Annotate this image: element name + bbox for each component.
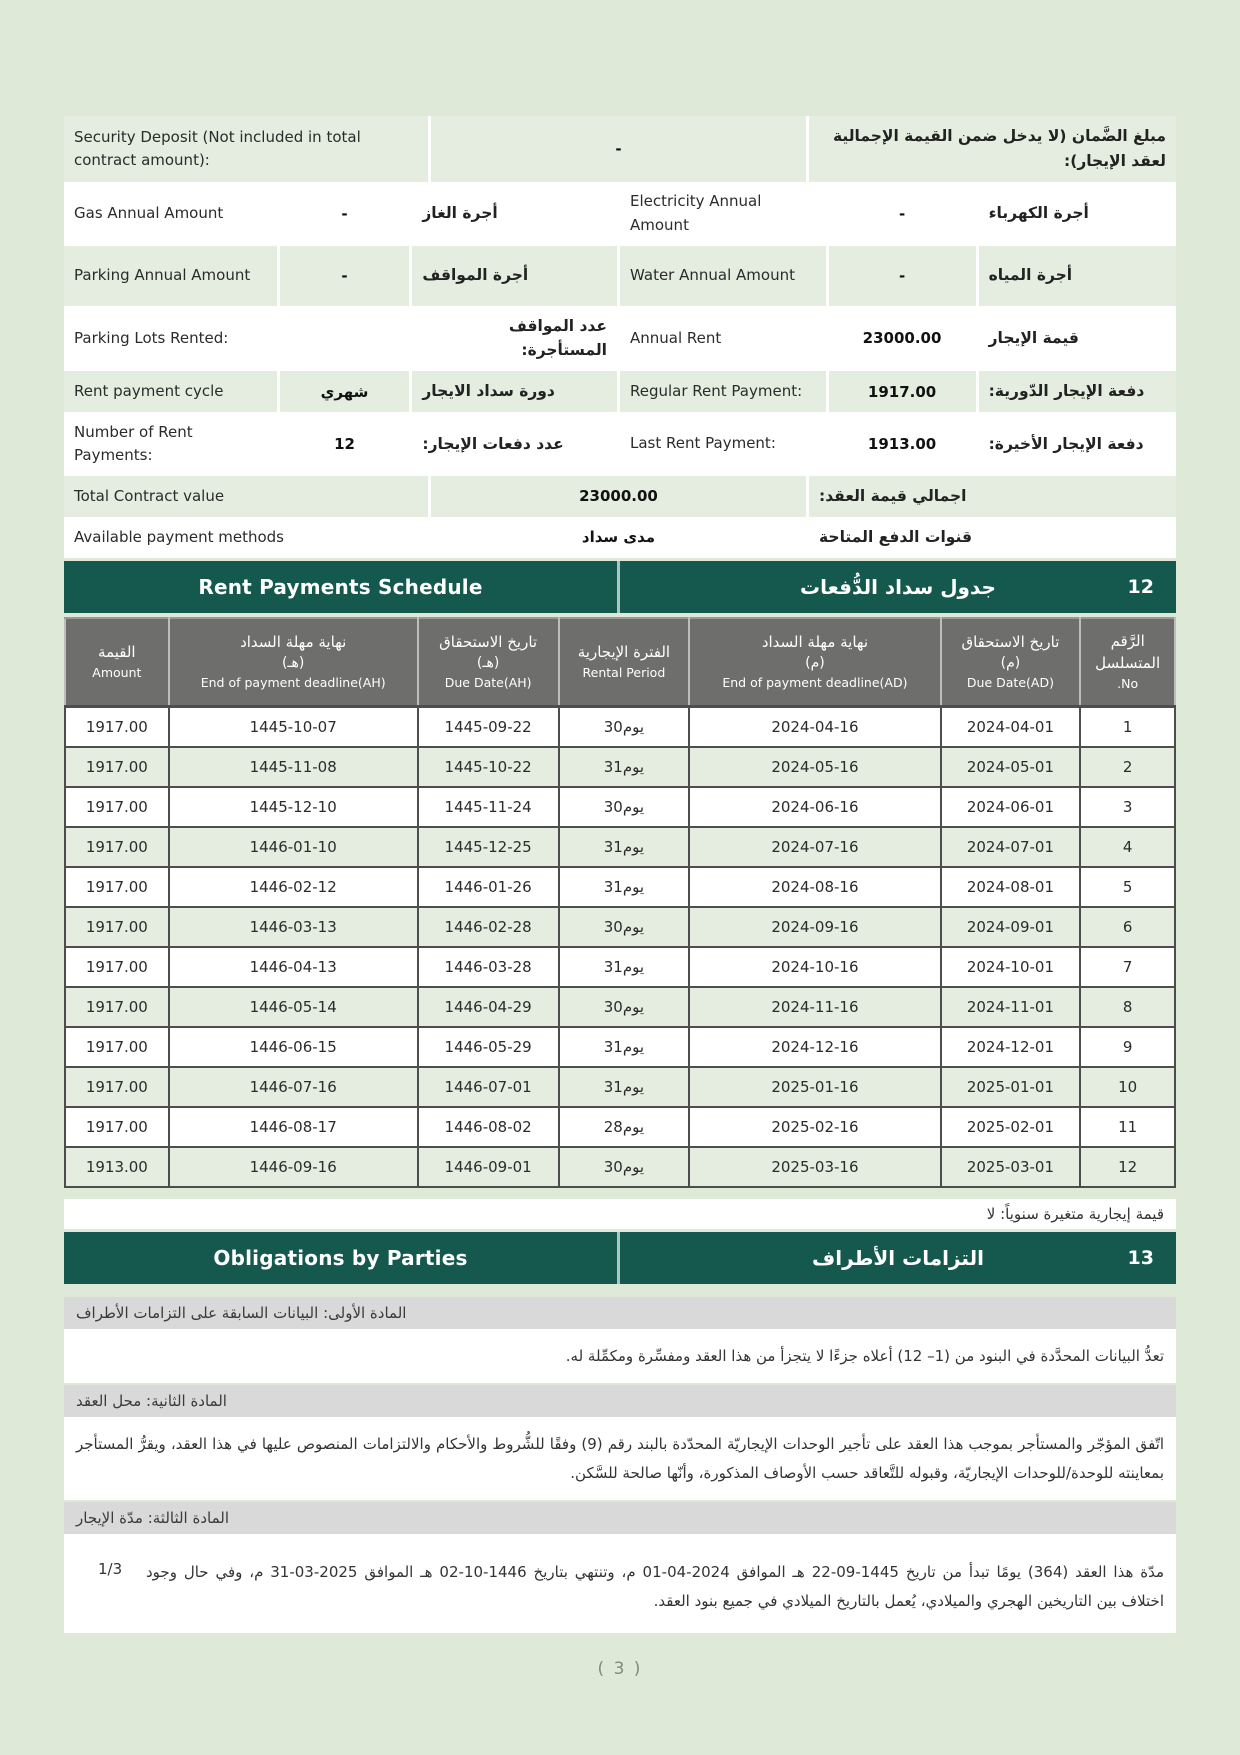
- schedule-column-header-ar: تاريخ الاستحقاق: [961, 632, 1060, 651]
- article-heading: المادة الأولى: البيانات السابقة على التزامات الأطراف: [64, 1297, 1176, 1329]
- schedule-column-header-en: .No: [1117, 675, 1139, 691]
- detail-cell-group: [620, 371, 1176, 412]
- detail-value: 12: [280, 412, 413, 476]
- schedule-column-header-en: Due Date(AD): [966, 675, 1054, 691]
- payment-cell-end_ad: 2024-08-16: [689, 867, 940, 907]
- payment-cell-no: 5: [1080, 867, 1175, 907]
- payment-cell-period: 31يوم: [559, 827, 690, 867]
- payment-cell-amount: 1917.00: [65, 1027, 169, 1067]
- payment-cell-amount: 1913.00: [65, 1147, 169, 1187]
- payment-cell-period: 30يوم: [559, 707, 690, 747]
- payment-cell-end_ah: 1445-12-10: [169, 787, 418, 827]
- detail-label-en: Total Contract value: [64, 476, 431, 517]
- payment-cell-amount: 1917.00: [65, 747, 169, 787]
- article-heading: المادة الثالثة: مدّة الإيجار: [64, 1502, 1176, 1534]
- detail-value: -: [431, 116, 809, 182]
- payment-cell-end_ad: 2024-12-16: [689, 1027, 940, 1067]
- payment-cell-due_ah: 1446-08-02: [418, 1107, 559, 1147]
- payment-row: [65, 1107, 1175, 1147]
- detail-label-ar: دورة سداد الايجار: [422, 382, 555, 401]
- payment-cell-period: 31يوم: [559, 1027, 690, 1067]
- detail-label-en: Rent payment cycle: [64, 371, 280, 412]
- detail-cell-group: [64, 371, 620, 412]
- detail-cell-group: [620, 306, 1176, 372]
- payment-cell-period: 30يوم: [559, 787, 690, 827]
- schedule-column-header-ar: نهاية مهلة السداد: [761, 632, 869, 651]
- detail-label-ar: أجرة المواقف: [422, 266, 529, 285]
- payment-cell-end_ad: 2024-11-16: [689, 987, 940, 1027]
- payment-cell-due_ad: 2024-06-01: [941, 787, 1081, 827]
- schedule-column-header: [65, 618, 169, 707]
- schedule-title-en: Rent Payments Schedule: [198, 574, 483, 599]
- schedule-column-header-en: End of payment deadline(AD): [722, 675, 908, 691]
- payment-row: [65, 867, 1175, 907]
- schedule-column-header: [169, 618, 418, 707]
- payment-cell-end_ad: 2025-03-16: [689, 1147, 940, 1187]
- schedule-column-header-era: (هـ): [281, 655, 305, 672]
- detail-label-ar: أجرة الغاز: [422, 204, 498, 223]
- clause-number: 1/3: [98, 1560, 123, 1579]
- schedule-column-header-ar: القيمة: [98, 643, 136, 662]
- payment-cell-end_ah: 1446-05-14: [169, 987, 418, 1027]
- clause-text: مدّة هذا العقد (364) يومًا تبدأ من تاريخ 1445-09-22 هـ الموافق 2024-04-01 م، وتنتهي بتاريخ 1446-10-02 هـ الموافق 2025-03-31 م، وفي حال وجود اختلاف بين التاريخين الهجري والميلادي، يُعمل بالتاريخ الميلادي في جميع بنود العقد.: [146, 1563, 1165, 1611]
- payment-cell-due_ah: 1446-09-01: [418, 1147, 559, 1187]
- payment-cell-due_ah: 1446-05-29: [418, 1027, 559, 1067]
- detail-row: [64, 246, 1176, 306]
- payment-cell-no: 8: [1080, 987, 1175, 1027]
- detail-row: [64, 412, 1176, 476]
- detail-value: 1917.00: [829, 371, 979, 412]
- payment-cell-end_ad: 2024-05-16: [689, 747, 940, 787]
- schedule-column-header-en: Amount: [92, 664, 142, 680]
- payment-cell-end_ad: 2024-07-16: [689, 827, 940, 867]
- payment-cell-due_ah: 1446-07-01: [418, 1067, 559, 1107]
- detail-cell-group: [64, 517, 1176, 558]
- payment-cell-due_ad: 2024-10-01: [941, 947, 1081, 987]
- payment-row: [65, 747, 1175, 787]
- detail-label-ar: قنوات الدفع المتاحة: [819, 527, 972, 546]
- payments-schedule-table: [64, 617, 1176, 1188]
- obligations-section-number: 13: [1127, 1246, 1154, 1269]
- article-paragraph: تعدُّ البيانات المحدَّدة في البنود من (1– 12) أعلاه جزءًا لا يتجزأ من هذا العقد ومفسِّرة ومكمِّلة له.: [64, 1329, 1176, 1384]
- detail-label-en: Electricity Annual Amount: [620, 182, 829, 246]
- payment-cell-end_ah: 1446-06-15: [169, 1027, 418, 1067]
- payment-cell-end_ah: 1446-07-16: [169, 1067, 418, 1107]
- schedule-column-header: [418, 618, 559, 707]
- schedule-column-header-en: Rental Period: [582, 664, 666, 680]
- payment-cell-amount: 1917.00: [65, 827, 169, 867]
- payment-cell-no: 2: [1080, 747, 1175, 787]
- obligations-title-ar: التزامات الأطراف: [812, 1245, 984, 1270]
- payment-cell-due_ad: 2024-05-01: [941, 747, 1081, 787]
- payment-cell-due_ad: 2025-02-01: [941, 1107, 1081, 1147]
- schedule-column-header-ar: نهاية مهلة السداد: [240, 632, 347, 651]
- variable-rent-note: قيمة إيجارية متغيرة سنوياً: لا: [986, 1204, 1164, 1223]
- detail-label-ar: عدد دفعات الإيجار:: [422, 434, 564, 453]
- obligations-section-header-ar: [620, 1232, 1176, 1284]
- payment-cell-end_ah: 1446-04-13: [169, 947, 418, 987]
- payment-cell-no: 7: [1080, 947, 1175, 987]
- detail-value: -: [829, 246, 979, 306]
- payment-row: [65, 907, 1175, 947]
- payment-cell-due_ad: 2025-03-01: [941, 1147, 1081, 1187]
- payment-cell-amount: 1917.00: [65, 1067, 169, 1107]
- payment-cell-due_ad: 2024-12-01: [941, 1027, 1081, 1067]
- payment-row: [65, 1067, 1175, 1107]
- schedule-column-header: [559, 618, 690, 707]
- payment-row: [65, 707, 1175, 747]
- detail-label-en: Parking Lots Rented:: [64, 306, 280, 372]
- payment-cell-due_ad: 2024-04-01: [941, 707, 1081, 747]
- obligations-articles: [64, 1297, 1176, 1633]
- payment-cell-end_ad: 2024-09-16: [689, 907, 940, 947]
- schedule-section-header: [64, 561, 1176, 613]
- detail-row: [64, 476, 1176, 517]
- schedule-section-header-ar: [620, 561, 1176, 613]
- detail-value: 23000.00: [431, 476, 809, 517]
- payment-cell-period: 31يوم: [559, 747, 690, 787]
- detail-value: -: [829, 182, 979, 246]
- payment-cell-amount: 1917.00: [65, 867, 169, 907]
- payment-cell-period: 28يوم: [559, 1107, 690, 1147]
- payment-cell-due_ah: 1446-02-28: [418, 907, 559, 947]
- obligations-section-header-en: [64, 1232, 620, 1284]
- payment-cell-end_ah: 1446-01-10: [169, 827, 418, 867]
- detail-label-ar: دفعة الإيجار الأخيرة:: [988, 434, 1144, 453]
- payment-cell-amount: 1917.00: [65, 1107, 169, 1147]
- payment-cell-amount: 1917.00: [65, 987, 169, 1027]
- detail-label-ar: عدد المواقف المستأجرة:: [508, 316, 607, 360]
- detail-cell-group: [64, 182, 620, 246]
- detail-row: [64, 182, 1176, 246]
- detail-label-en: Parking Annual Amount: [64, 246, 280, 306]
- payment-cell-due_ah: 1445-09-22: [418, 707, 559, 747]
- detail-label-ar: أجرة المياه: [988, 266, 1073, 285]
- detail-value: شهري: [280, 371, 413, 412]
- payment-cell-due_ad: 2024-11-01: [941, 987, 1081, 1027]
- payment-cell-end_ad: 2024-10-16: [689, 947, 940, 987]
- payment-row: [65, 1027, 1175, 1067]
- payment-cell-no: 1: [1080, 707, 1175, 747]
- payment-cell-end_ah: 1446-09-16: [169, 1147, 418, 1187]
- payment-cell-end_ah: 1446-03-13: [169, 907, 418, 947]
- schedule-column-header: [689, 618, 940, 707]
- payment-cell-due_ah: 1446-03-28: [418, 947, 559, 987]
- payment-cell-amount: 1917.00: [65, 907, 169, 947]
- detail-label-en: Regular Rent Payment:: [620, 371, 829, 412]
- article-paragraph: اتّفق المؤجّر والمستأجر بموجب هذا العقد على تأجير الوحدات الإيجاريّة المحدّدة بالبند رقم (9) وفقًا للشُّروط والأحكام والالتزامات المنصوص عليها في هذا العقد، ويقرُّ المستأجر بمعاينته للوحدة/للوحدات الإيجاريّة، وقبوله للتَّعاقد حسب الأوصاف المذكورة، وأنّها صالحة للسَّكن.: [64, 1417, 1176, 1500]
- schedule-column-header-ar: الرَّقم المتسلسل: [1095, 631, 1161, 673]
- payment-row: [65, 947, 1175, 987]
- detail-row: [64, 306, 1176, 372]
- schedule-column-header-era: (هـ): [476, 655, 500, 672]
- detail-label-en: Water Annual Amount: [620, 246, 829, 306]
- detail-cell-group: [64, 306, 620, 372]
- payment-cell-due_ad: 2025-01-01: [941, 1067, 1081, 1107]
- detail-label-en: Security Deposit (Not included in total contract amount):: [64, 116, 431, 182]
- payment-cell-period: 31يوم: [559, 867, 690, 907]
- payment-cell-period: 31يوم: [559, 947, 690, 987]
- payment-cell-due_ad: 2024-07-01: [941, 827, 1081, 867]
- payments-schedule-header: [65, 618, 1175, 707]
- detail-label-ar: أجرة الكهرباء: [988, 204, 1089, 223]
- schedule-column-header-ar: تاريخ الاستحقاق: [439, 632, 538, 651]
- payment-cell-amount: 1917.00: [65, 947, 169, 987]
- article-clause: [64, 1534, 1176, 1633]
- payment-cell-no: 6: [1080, 907, 1175, 947]
- detail-row: [64, 517, 1176, 558]
- payment-cell-end_ah: 1446-02-12: [169, 867, 418, 907]
- detail-value: -: [280, 182, 413, 246]
- payment-cell-due_ah: 1446-04-29: [418, 987, 559, 1027]
- detail-cell-group: [64, 476, 1176, 517]
- detail-cell-group: [64, 246, 620, 306]
- payment-row: [65, 787, 1175, 827]
- payment-cell-no: 10: [1080, 1067, 1175, 1107]
- schedule-title-ar: جدول سداد الدُّفعات: [800, 574, 996, 599]
- payment-cell-due_ad: 2024-09-01: [941, 907, 1081, 947]
- payment-row: [65, 827, 1175, 867]
- detail-label-ar: مبلغ الضَّمان (لا يدخل ضمن القيمة الإجمالية لعقد الإيجار):: [833, 127, 1166, 170]
- payment-cell-due_ah: 1445-12-25: [418, 827, 559, 867]
- payment-cell-no: 9: [1080, 1027, 1175, 1067]
- payment-cell-no: 11: [1080, 1107, 1175, 1147]
- detail-value: -: [280, 246, 413, 306]
- schedule-column-header-era: (م): [805, 655, 825, 672]
- schedule-section-header-en: [64, 561, 620, 613]
- obligations-section-header: [64, 1232, 1176, 1284]
- detail-value: 23000.00: [829, 306, 979, 372]
- payment-cell-end_ad: 2025-02-16: [689, 1107, 940, 1147]
- article-heading: المادة الثانية: محل العقد: [64, 1385, 1176, 1417]
- detail-cell-group: [620, 246, 1176, 306]
- payment-cell-due_ah: 1445-10-22: [418, 747, 559, 787]
- payment-cell-no: 4: [1080, 827, 1175, 867]
- detail-label-en: Available payment methods: [64, 517, 431, 558]
- payment-cell-due_ah: 1446-01-26: [418, 867, 559, 907]
- detail-label-ar: قيمة الإيجار: [988, 328, 1079, 347]
- payment-row: [65, 1147, 1175, 1187]
- payment-cell-amount: 1917.00: [65, 787, 169, 827]
- detail-label-en: Number of Rent Payments:: [64, 412, 280, 476]
- detail-value: [280, 306, 413, 372]
- payment-cell-end_ah: 1445-11-08: [169, 747, 418, 787]
- payment-cell-end_ad: 2024-06-16: [689, 787, 940, 827]
- page-number: ( 3 ): [597, 1658, 643, 1679]
- schedule-column-header-ar: الفترة الإيجارية: [577, 643, 671, 662]
- payment-row: [65, 987, 1175, 1027]
- detail-cell-group: [620, 182, 1176, 246]
- schedule-column-header-era: (م): [1000, 655, 1021, 672]
- obligations-title-en: Obligations by Parties: [213, 1245, 468, 1270]
- contract-details-table: [64, 116, 1176, 558]
- payment-cell-period: 30يوم: [559, 987, 690, 1027]
- payment-cell-period: 30يوم: [559, 1147, 690, 1187]
- schedule-column-header-en: End of payment deadline(AH): [200, 675, 386, 691]
- schedule-column-header: [941, 618, 1081, 707]
- payment-cell-end_ah: 1445-10-07: [169, 707, 418, 747]
- payment-cell-no: 3: [1080, 787, 1175, 827]
- payment-cell-due_ad: 2024-08-01: [941, 867, 1081, 907]
- payment-cell-end_ad: 2024-04-16: [689, 707, 940, 747]
- schedule-column-header: [1080, 618, 1175, 707]
- payment-cell-end_ah: 1446-08-17: [169, 1107, 418, 1147]
- detail-cell-group: [620, 412, 1176, 476]
- payment-cell-end_ad: 2025-01-16: [689, 1067, 940, 1107]
- detail-row: [64, 371, 1176, 412]
- detail-label-en: Annual Rent: [620, 306, 829, 372]
- detail-value: مدى سداد: [431, 517, 809, 558]
- detail-label-en: Last Rent Payment:: [620, 412, 829, 476]
- detail-label-en: Gas Annual Amount: [64, 182, 280, 246]
- detail-value: 1913.00: [829, 412, 979, 476]
- detail-row: [64, 116, 1176, 182]
- schedule-column-header-en: Due Date(AH): [444, 675, 532, 691]
- payment-cell-due_ah: 1445-11-24: [418, 787, 559, 827]
- payment-cell-period: 31يوم: [559, 1067, 690, 1107]
- schedule-section-number: 12: [1127, 575, 1154, 598]
- variable-rent-note-bar: [64, 1199, 1176, 1229]
- detail-label-ar: دفعة الإيجار الدّورية:: [988, 382, 1145, 401]
- payment-cell-amount: 1917.00: [65, 707, 169, 747]
- payment-cell-period: 30يوم: [559, 907, 690, 947]
- detail-cell-group: [64, 412, 620, 476]
- contract-page: [64, 0, 1176, 1679]
- payment-cell-no: 12: [1080, 1147, 1175, 1187]
- detail-cell-group: [64, 116, 1176, 182]
- detail-label-ar: اجمالي قيمة العقد:: [819, 486, 967, 505]
